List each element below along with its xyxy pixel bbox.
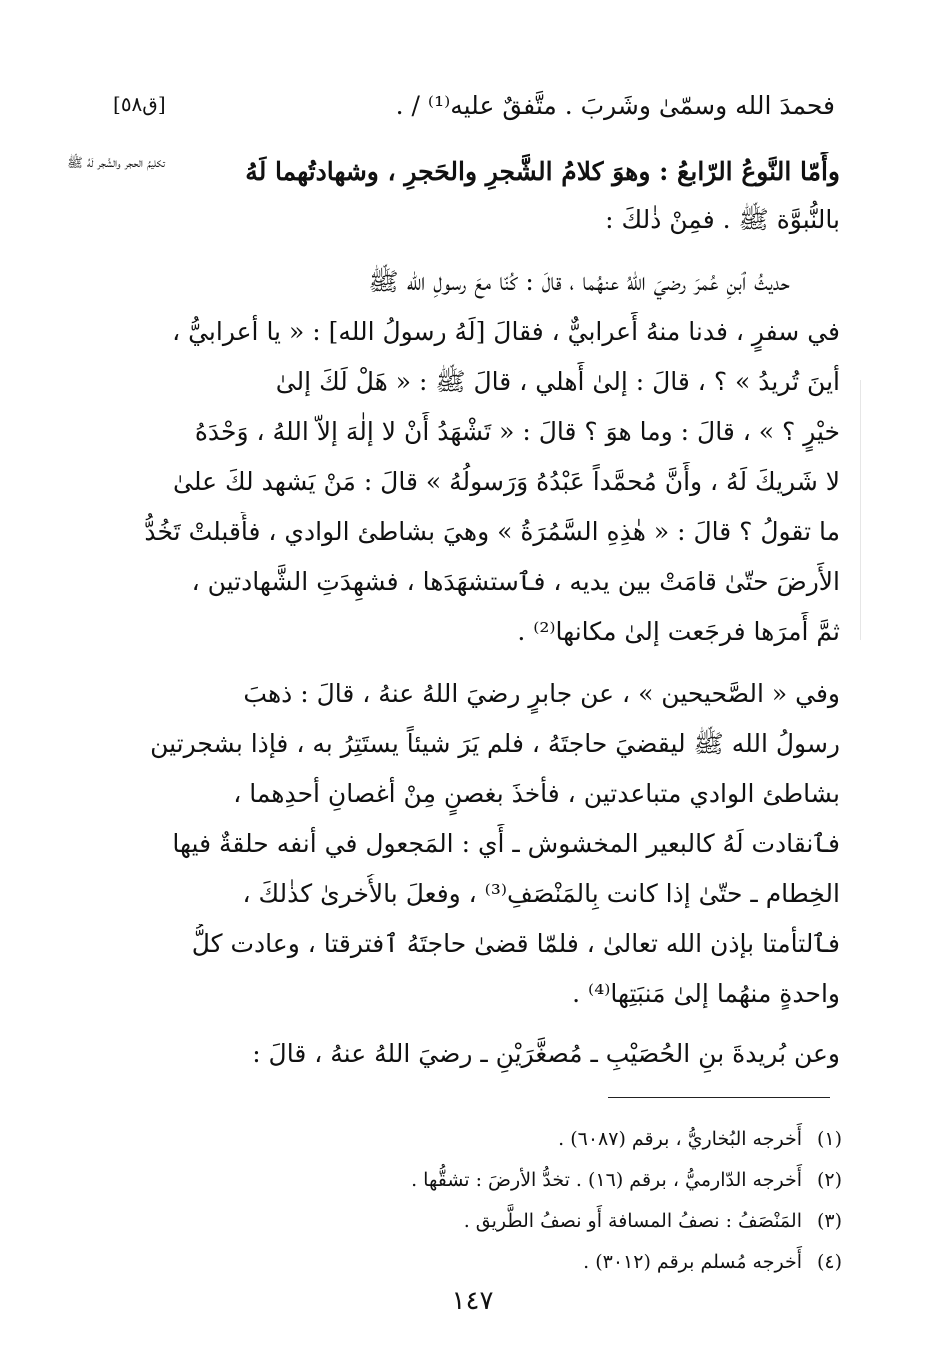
footnote-4 bbox=[583, 1247, 842, 1277]
text-line-10: الأَرضَ حتّىٰ قامَتْ بين يديه ، فٱستشهَدَها ، فشهِدَتِ الشَّهادتين ، bbox=[191, 567, 840, 596]
text-line-4: حديثُ ٱبنِ عُمرَ رضيَ اللهُ عنهُما ، قالَ : كُنّا معَ رسولِ الله ﷺ bbox=[368, 267, 790, 296]
page-edge-shadow bbox=[860, 380, 861, 640]
footnote-separator bbox=[608, 1097, 830, 1098]
text-line-7: خيْرٍ ؟ » ، قالَ : وما هوَ ؟ قالَ : « تَشْهَدُ أَنْ لا إلٰهَ إلاّ اللهُ ، وَحْدَهُ bbox=[194, 417, 840, 446]
footnote-2-text: أَخرجه الدّارميُّ ، برقم (١٦) . تخدُّ الأرضَ : تشقُّها . bbox=[411, 1169, 802, 1191]
footnote-2 bbox=[411, 1165, 842, 1195]
text-line-18: واحدةٍ منهُما إلىٰ مَنبَتِها⁽⁴⁾ . bbox=[572, 979, 840, 1008]
page-number: ١٤٧ bbox=[451, 1286, 494, 1316]
footnote-1-number: (١) bbox=[816, 1128, 842, 1150]
text-line-11: ثمَّ أَمرَها فرجَعت إلىٰ مكانها⁽²⁾ . bbox=[517, 617, 840, 646]
footnote-1-text: أَخرجه البُخاريُّ ، برقم (٦٠٨٧) . bbox=[558, 1128, 802, 1150]
footnote-2-number: (٢) bbox=[816, 1169, 842, 1191]
text-line-13: رسولُ الله ﷺ ليقضيَ حاجتَهُ ، فلم يَرَ شيئاً يستَتِرُ به ، فإذا بشجرتين bbox=[150, 729, 840, 758]
text-line-16: الخِطام ـ حتّىٰ إذا كانت بِالمَنْصَفِ⁽³⁾ ، وفعلَ بالأُخرىٰ كذٰلكَ ، bbox=[242, 879, 840, 908]
text-line-6: أينَ تُريدُ » ؟ ، قالَ : إلىٰ أَهلي ، قالَ ﷺ : « هَلْ لَكَ إلىٰ bbox=[275, 367, 840, 396]
footnote-1 bbox=[558, 1124, 842, 1154]
footnote-3 bbox=[464, 1206, 842, 1236]
text-line-14: بشاطئ الوادي متباعدتين ، فأخذَ بغصنٍ مِنْ أغصانِ أحدِهما ، bbox=[233, 779, 840, 808]
text-line-3: بالنُّبوَّة ﷺ . فمِنْ ذٰلكَ : bbox=[605, 205, 840, 234]
footnote-3-text: المَنْصَفُ : نصفُ المسافة أَو نصفُ الطَّريق . bbox=[463, 1210, 802, 1232]
manuscript-page-marker: [ق٥٨] bbox=[113, 92, 166, 116]
footnote-3-number: (٣) bbox=[816, 1210, 842, 1232]
text-line-1: فحمدَ الله وسمّىٰ وشَربَ . متَّفقٌ عليه⁽¹⁾ / . bbox=[395, 91, 835, 120]
margin-note: تكليمُ الحجر والشَّجر لَهُ ﷺ bbox=[67, 156, 165, 171]
text-line-8: لا شَريكَ لَهُ ، وأَنَّ مُحمَّداً عَبْدُهُ وَرَسولُهُ » قالَ : مَنْ يَشهد لكَ علىٰ bbox=[172, 467, 840, 496]
text-line-5: في سفرٍ ، فدنا منهُ أَعرابيٌّ ، فقالَ [لَهُ رسولُ الله] : « يا أعرابيُّ ، bbox=[172, 317, 840, 346]
text-line-19: وعن بُريدةَ بنِ الحُصَيْبِ ـ مُصغَّرَيْنِ ـ رضيَ اللهُ عنهُ ، قالَ : bbox=[252, 1039, 840, 1068]
text-line-15: فٱنقادت لَهُ كالبعير المخشوش ـ أَي : المَجعول في أنفه حلقةٌ فيها bbox=[172, 829, 840, 858]
text-line-17: فٱلتأمتا بإذن الله تعالىٰ ، فلمّا قضىٰ حاجتَهُ ٱفترقتا ، وعادت كلُّ bbox=[191, 929, 840, 958]
text-line-9: ما تقولُ ؟ قالَ : « هٰذِهِ السَّمُرَةُ » وهيَ بشاطئ الوادي ، فأَقبلتْ تَخُدُّ bbox=[144, 517, 840, 546]
text-line-12: وفي « الصَّحيحين » ، عن جابرٍ رضيَ اللهُ عنهُ ، قالَ : ذهبَ bbox=[243, 679, 840, 708]
footnote-4-text: أَخرجه مُسلم برقم (٣٠١٢) . bbox=[583, 1251, 802, 1273]
footnote-4-number: (٤) bbox=[816, 1251, 842, 1273]
text-line-2: وأَمّا النَّوعُ الرّابعُ : وهوَ كلامُ الشَّجرِ والحَجرِ ، وشهادتُهما لَهُ bbox=[245, 157, 840, 186]
